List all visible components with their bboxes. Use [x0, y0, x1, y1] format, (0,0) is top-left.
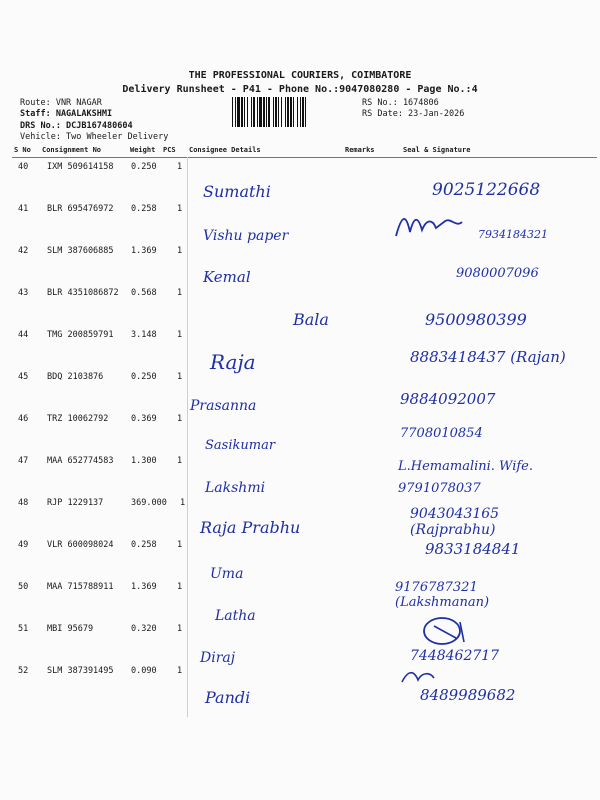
handwritten-signature: 7934184321 [478, 228, 548, 241]
signature-scribble [420, 614, 480, 648]
handwritten-signature: 8883418437 (Rajan) [410, 348, 566, 366]
row-weight: 0.320 [131, 624, 157, 634]
handwritten-consignee: Uma [210, 566, 244, 582]
handwritten-consignee: Vishu paper [203, 228, 289, 244]
row-pcs: 1 [177, 414, 183, 424]
row-weight: 0.090 [131, 666, 157, 676]
runsheet-title: Delivery Runsheet - P41 - Phone No.:9047080280 - Page No.:4 [122, 84, 478, 95]
row-consignment: TMG 200859791 [47, 330, 114, 340]
row-pcs: 1 [177, 162, 183, 172]
row-consignment: MAA 652774583 [47, 456, 114, 466]
handwritten-signature: 9176787321 (Lakshmanan) [395, 580, 490, 610]
handwritten-signature: 9025122668 [432, 180, 541, 200]
row-sno: 46 [18, 414, 29, 424]
col-weight: Weight [130, 146, 156, 154]
col-seal: Seal & Signature [403, 146, 471, 154]
col-remarks: Remarks [345, 146, 375, 154]
row-consignment: BDQ 2103876 [47, 372, 104, 382]
row-sno: 48 [18, 498, 29, 508]
handwritten-consignee: Raja Prabhu [200, 518, 301, 537]
handwritten-signature: L.Hemamalini. Wife. 9791078037 [398, 459, 533, 496]
handwritten-consignee: Bala [293, 310, 329, 329]
row-sno: 47 [18, 456, 29, 466]
row-consignment: VLR 600098024 [47, 540, 114, 550]
row-consignment: SLM 387391495 [47, 666, 114, 676]
row-consignment: MAA 715788911 [47, 582, 114, 592]
row-weight: 0.258 [131, 204, 157, 214]
handwritten-signature: 8489989682 [420, 686, 516, 704]
vehicle-label: Vehicle: Two Wheeler Delivery [20, 132, 169, 142]
handwritten-consignee: Raja [210, 350, 256, 374]
row-weight: 3.148 [131, 330, 157, 340]
row-weight: 0.258 [131, 540, 157, 550]
row-sno: 50 [18, 582, 29, 592]
handwritten-signature: 9833184841 [425, 540, 521, 558]
row-pcs: 1 [177, 288, 183, 298]
row-consignment: BLR 695476972 [47, 204, 114, 214]
row-consignment: RJP 1229137 [47, 498, 104, 508]
handwritten-consignee: Sasikumar [205, 438, 276, 453]
handwritten-signature: 7448462717 [410, 648, 500, 664]
col-consignment: Consignment No [42, 146, 102, 154]
col-pcs: PCS [163, 146, 176, 154]
row-pcs: 1 [180, 498, 186, 508]
handwritten-consignee: Lakshmi [205, 480, 266, 496]
row-pcs: 1 [177, 540, 183, 550]
handwritten-signature: 9500980399 [425, 310, 527, 329]
row-pcs: 1 [177, 666, 183, 676]
row-pcs: 1 [177, 582, 183, 592]
row-consignment: BLR 4351086872 [47, 288, 119, 298]
row-consignment: SLM 387606885 [47, 246, 114, 256]
row-weight: 0.568 [131, 288, 157, 298]
row-sno: 51 [18, 624, 29, 634]
staff-label: Staff: NAGALAKSHMI [20, 109, 113, 119]
row-weight: 0.369 [131, 414, 157, 424]
row-pcs: 1 [177, 456, 183, 466]
row-weight: 0.250 [131, 372, 157, 382]
row-sno: 43 [18, 288, 29, 298]
row-sno: 40 [18, 162, 29, 172]
handwritten-consignee: Pandi [205, 688, 251, 707]
handwritten-consignee: Sumathi [203, 182, 271, 201]
handwritten-signature: 9884092007 [400, 390, 496, 408]
col-sno: S No [14, 146, 31, 154]
row-sno: 45 [18, 372, 29, 382]
row-sno: 52 [18, 666, 29, 676]
route-label: Route: VNR NAGAR [20, 98, 102, 108]
row-consignment: MBI 95679 [47, 624, 94, 634]
rs-number: RS No.: 1674806 [362, 98, 439, 108]
handwritten-consignee: Latha [215, 608, 256, 624]
handwritten-signature: 7708010854 [400, 426, 483, 441]
handwritten-consignee: Prasanna [190, 398, 257, 414]
handwritten-consignee: Diraj [200, 650, 236, 666]
header-rule [12, 157, 597, 158]
company-title: THE PROFESSIONAL COURIERS, COIMBATORE [188, 70, 412, 81]
row-weight: 369.000 [131, 498, 167, 508]
row-sno: 49 [18, 540, 29, 550]
row-sno: 42 [18, 246, 29, 256]
barcode [232, 97, 358, 127]
row-weight: 0.250 [131, 162, 157, 172]
handwritten-signature: 9043043165 (Rajprabhu) [410, 506, 500, 538]
row-pcs: 1 [177, 204, 183, 214]
handwritten-consignee: Kemal [203, 268, 251, 286]
row-weight: 1.369 [131, 246, 157, 256]
row-pcs: 1 [177, 246, 183, 256]
row-consignment: TRZ 10062792 [47, 414, 109, 424]
row-weight: 1.300 [131, 456, 157, 466]
row-sno: 44 [18, 330, 29, 340]
row-sno: 41 [18, 204, 29, 214]
row-weight: 1.369 [131, 582, 157, 592]
col-consignee: Consignee Details [189, 146, 261, 154]
handwritten-signature: 9080007096 [456, 266, 539, 281]
rs-date: RS Date: 23-Jan-2026 [362, 109, 465, 119]
row-pcs: 1 [177, 372, 183, 382]
row-consignment: IXM 509614158 [47, 162, 114, 172]
row-pcs: 1 [177, 624, 183, 634]
drs-label: DRS No.: DCJB167480604 [20, 121, 133, 131]
row-pcs: 1 [177, 330, 183, 340]
signature-scribble [400, 668, 460, 686]
